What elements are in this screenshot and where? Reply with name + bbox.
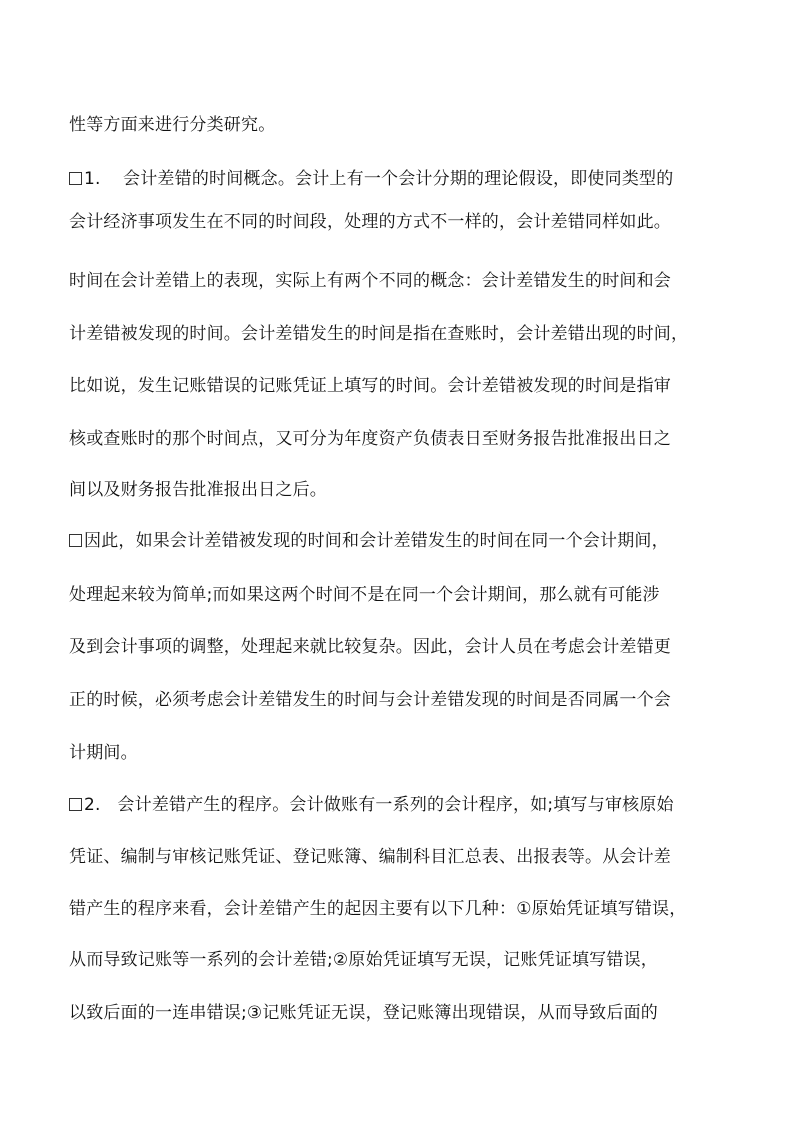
paragraph-line: 正的时候，必须考虑会计差错发生的时间与会计差错发现的时间是否同属一个会 xyxy=(69,690,671,710)
paragraph-line: 及到会计事项的调整，处理起来就比较复杂。因此，会计人员在考虑会计差错更 xyxy=(69,637,671,657)
paragraph-line: 从而导致记账等一系列的会计差错;②原始凭证填写无误，记账凭证填写错误， xyxy=(69,950,658,970)
paragraph-line: 处理起来较为简单;而如果这两个时间不是在同一个会计期间，那么就有可能涉 xyxy=(69,585,660,605)
paragraph-line xyxy=(69,530,669,552)
paragraph-line xyxy=(69,168,673,190)
paragraph-line: 核或查账时的那个时间点，又可分为年度资产负债表日至财务报告批准报出日之 xyxy=(69,429,671,449)
paragraph-line: 计期间。 xyxy=(69,743,138,763)
line-text: 1. 会计差错的时间概念。会计上有一个会计分期的理论假设，即使同类型的 xyxy=(84,169,674,189)
line-text: 因此，如果会计差错被发现的时间和会计差错发生的时间在同一个会计期间， xyxy=(84,531,669,551)
paragraph-line: 时间在会计差错上的表现，实际上有两个不同的概念：会计差错发生的时间和会 xyxy=(69,271,671,291)
paragraph-line: 以致后面的一连串错误;③记账凭证无误，登记账簿出现错误，从而导致后面的 xyxy=(69,1003,658,1023)
paragraph-line: 性等方面来进行分类研究。 xyxy=(69,115,276,135)
paragraph-line: 凭证、编制与审核记账凭证、登记账簿、编制科目汇总表、出报表等。从会计差 xyxy=(69,847,671,867)
paragraph-line: 计差错被发现的时间。会计差错发生的时间是指在查账时，会计差错出现的时间， xyxy=(69,324,689,344)
checkbox-glyph xyxy=(69,172,82,185)
paragraph-line xyxy=(69,794,674,816)
line-text: 2. 会计差错产生的程序。会计做账有一系列的会计程序，如;填写与审核原始 xyxy=(84,795,674,815)
paragraph-line: 比如说，发生记账错误的记账凭证上填写的时间。会计差错被发现的时间是指审 xyxy=(69,376,671,396)
checkbox-glyph xyxy=(69,534,82,547)
checkbox-glyph xyxy=(69,798,82,811)
paragraph-line: 错产生的程序来看，会计差错产生的起因主要有以下几种：①原始凭证填写错误， xyxy=(69,899,687,919)
paragraph-line: 间以及财务报告批准报出日之后。 xyxy=(69,480,327,500)
paragraph-line: 会计经济事项发生在不同的时间段，处理的方式不一样的，会计差错同样如此。 xyxy=(69,212,671,232)
